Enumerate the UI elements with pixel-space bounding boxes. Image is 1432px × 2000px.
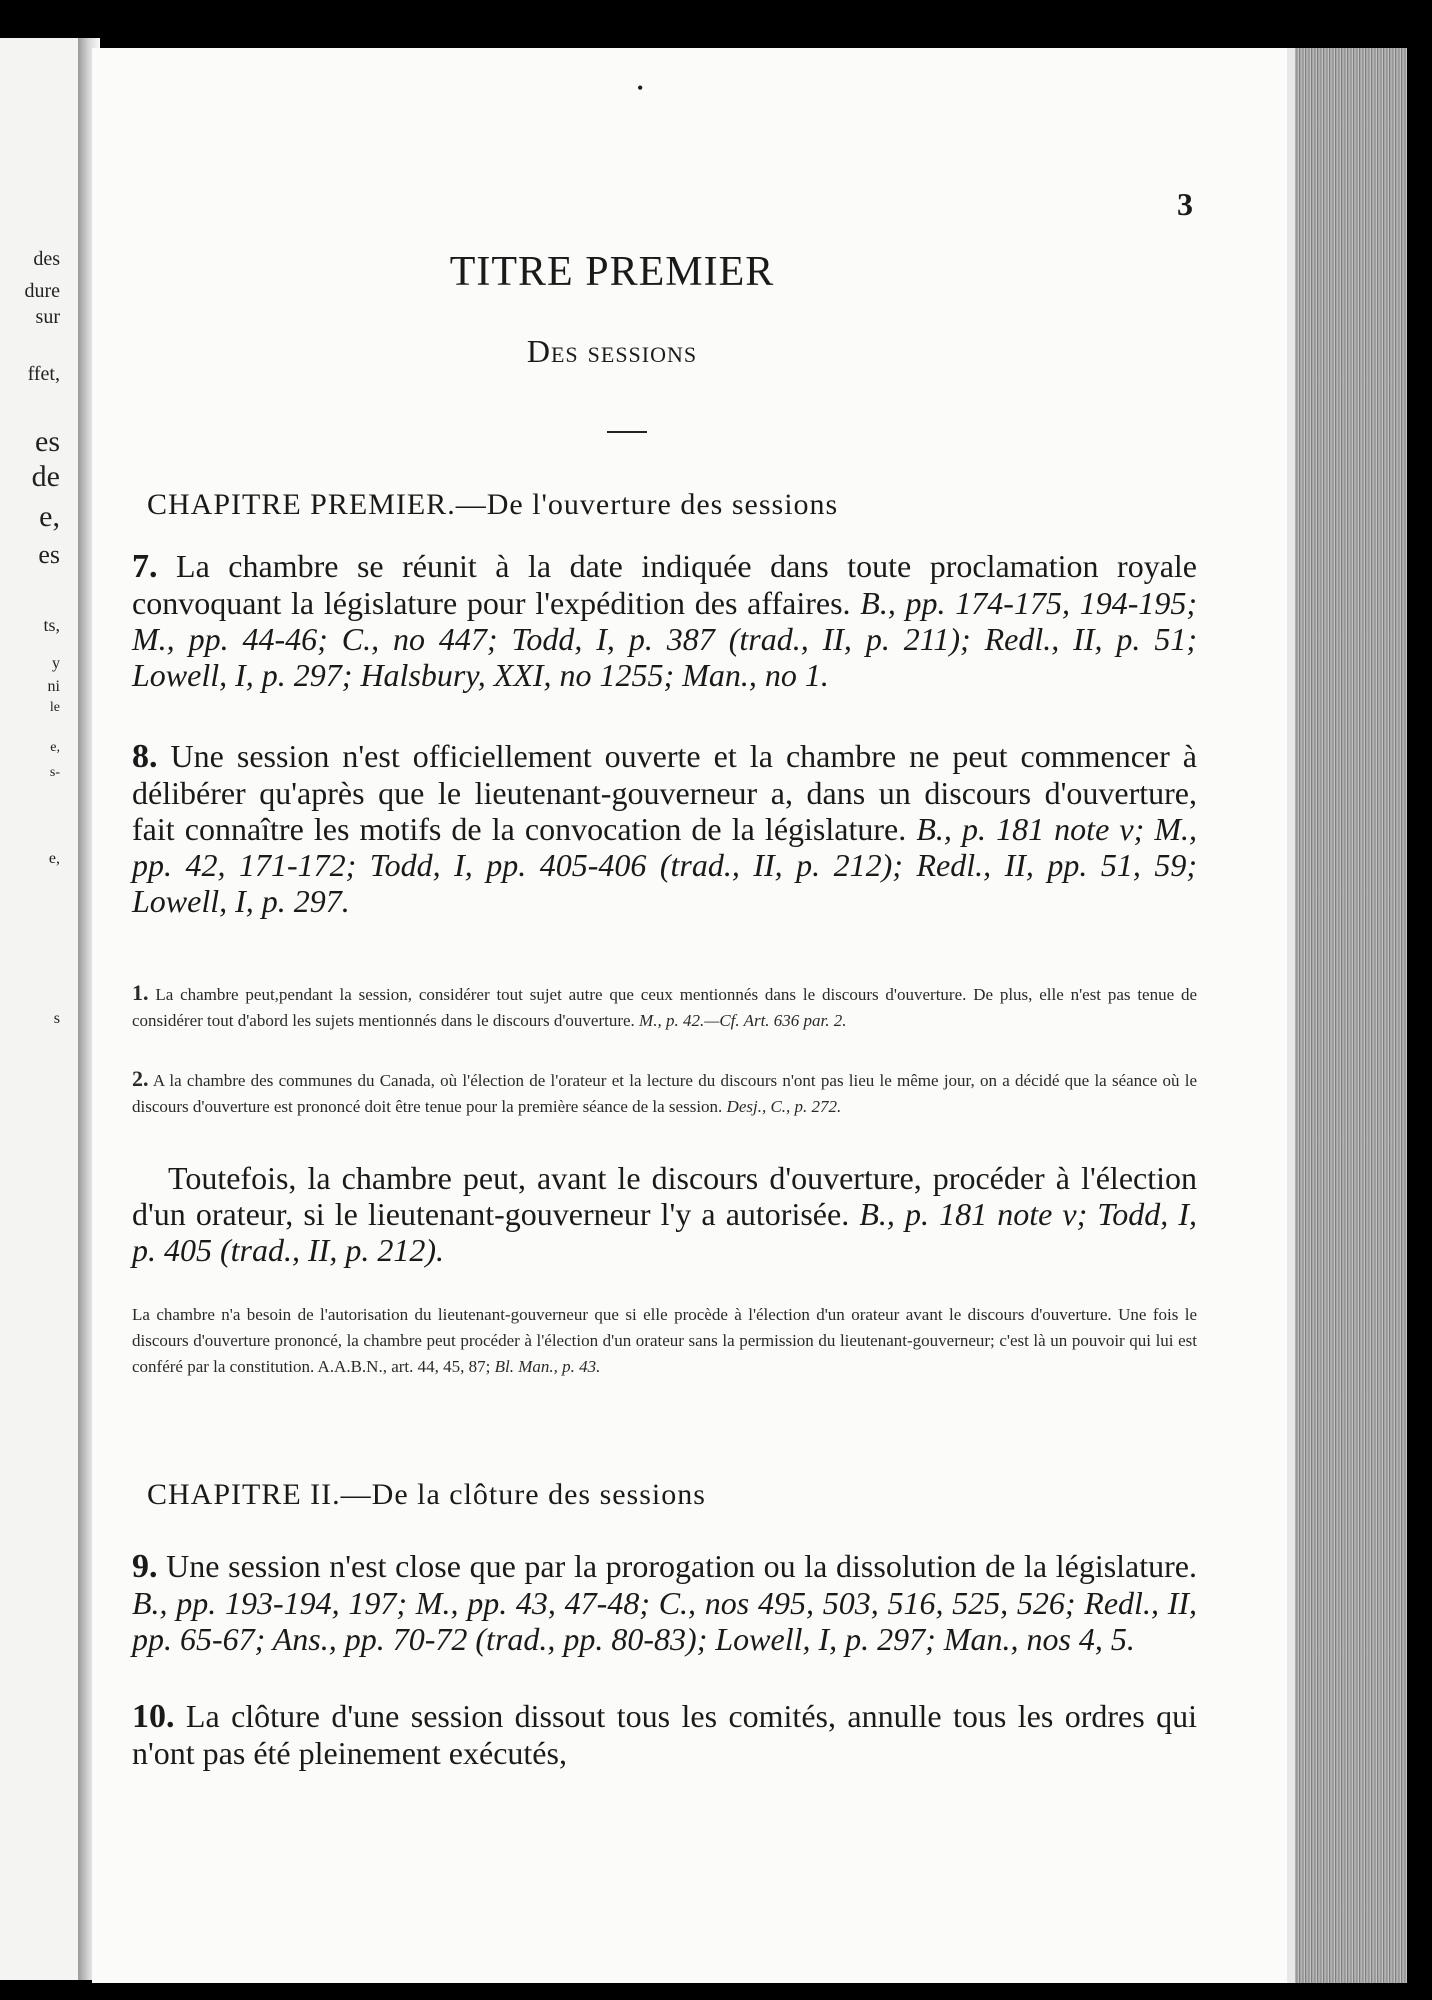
- paragraph-9: [132, 1548, 1197, 1657]
- left-page-fragment: e,: [50, 740, 60, 755]
- paragraph-text: La clôture d'une session dissout tous les comités, annulle tous les ordres qui n'ont pas été pleinement exécutés,: [132, 1698, 1198, 1771]
- citation: B., pp. 174-175, 194-195; M., pp. 44-46; C., no 447; Todd, I, p. 387 (trad., II, p. 211); Redl., II, p. 51; Lowell, I, p. 297; Halsbury, XXI, no 1255; Man., no 1.: [132, 585, 1198, 693]
- paragraph-text: Toutefois, la chambre peut, avant le discours d'ouverture, procéder à l'élection d'un orateur, si le lieutenant-gouverneur l'y a autorisée.: [132, 1160, 1197, 1232]
- left-page-fragment: ffet,: [27, 363, 60, 385]
- left-page-fragment: sur: [35, 306, 60, 328]
- page-number: 3: [1177, 186, 1193, 222]
- left-page-fragment: e,: [39, 500, 60, 533]
- note-text: La chambre peut,pendant la session, considérer tout sujet autre que ceux mentionnés dans le discours d'ouverture. De plus, elle n'est pas tenue de considérer tout d'abord les sujets mentionnés dans le discours d'ouverture.: [132, 985, 1198, 1030]
- note-1: [132, 980, 1197, 1034]
- citation: B., p. 181 note v; Todd, I, p. 405 (trad., II, p. 212).: [132, 1196, 1198, 1268]
- left-page-fragment: s-: [49, 765, 60, 780]
- divider: [607, 431, 647, 433]
- citation: Bl. Man., p. 43.: [494, 1357, 601, 1376]
- note-number: 1.: [132, 980, 149, 1005]
- paragraph-number: 7.: [132, 548, 158, 585]
- citation: B., p. 181 note v; M., pp. 42, 171-172; Todd, I, pp. 405-406 (trad., II, p. 212); Redl., II, pp. 51, 59; Lowell, I, p. 297.: [132, 811, 1198, 919]
- paragraph-7: [132, 548, 1197, 693]
- page-mark: •: [637, 78, 644, 98]
- left-page-fragment: s: [53, 1010, 60, 1027]
- paragraph-number: 10.: [132, 1698, 175, 1735]
- note-3: [132, 1302, 1197, 1380]
- left-page-fragment: dure: [24, 280, 60, 302]
- paragraph-10: [132, 1698, 1197, 1771]
- left-page-fragment: ni: [47, 678, 60, 695]
- citation: M., p. 42.—Cf. Art. 636 par. 2.: [639, 1011, 847, 1030]
- page-edges: [1287, 48, 1407, 1983]
- title: TITRE PREMIER: [449, 249, 775, 295]
- left-page-fragment: des: [33, 248, 60, 270]
- note-2: [132, 1066, 1197, 1120]
- left-page-fragment: de: [31, 460, 60, 493]
- chapter-1-heading: CHAPITRE PREMIER.—De l'ouverture des sessions: [147, 488, 839, 521]
- left-page-fragment: y: [52, 655, 60, 672]
- citation: Desj., C., p. 272.: [726, 1097, 842, 1116]
- chapter-2-heading: CHAPITRE II.—De la clôture des sessions: [147, 1478, 706, 1511]
- note-number: 2.: [132, 1066, 149, 1091]
- subtitle: Des sessions: [526, 333, 698, 369]
- citation: B., pp. 193-194, 197; M., pp. 43, 47-48; C., nos 495, 503, 516, 525, 526; Redl., II, pp. 65-67; Ans., pp. 70-72 (trad., pp. 80-83); Lowell, I, p. 297; Man., nos 4, 5.: [132, 1585, 1197, 1657]
- note-text: A la chambre des communes du Canada, où l'élection de l'orateur et la lecture du discours n'ont pas lieu le même jour, on a décidé que la séance où le discours d'ouverture est prononcé doit être tenue pour la première séance de la session.: [132, 1071, 1198, 1116]
- left-page-fragment: es: [35, 425, 60, 458]
- paragraph-8: [132, 738, 1197, 919]
- left-page-fragment: ts,: [43, 615, 60, 635]
- book-page: [92, 48, 1287, 1983]
- paragraph-text: Une session n'est close que par la prorogation ou la dissolution de la législature.: [166, 1548, 1198, 1584]
- paragraph-text: Une session n'est officiellement ouverte et la chambre ne peut commencer à délibérer qu'après que le lieutenant-gouverneur a, dans un discours d'ouverture, fait connaître les motifs de la convocation de la législature.: [132, 738, 1198, 847]
- note-text: La chambre n'a besoin de l'autorisation du lieutenant-gouverneur que si elle procède à l'élection d'un orateur avant le discours d'ouverture. Une fois le discours d'ouverture prononcé, la chambre peut procéder à l'élection d'un orateur sans la permission du lieutenant-gouverneur; c'est là un pouvoir qui lui est conféré par la constitution. A.A.B.N., art. 44, 45, 87;: [132, 1305, 1197, 1376]
- left-page-fragment: le: [49, 700, 60, 715]
- paragraph-text: La chambre se réunit à la date indiquée dans toute proclamation royale convoquant la législature pour l'expédition des affaires.: [132, 548, 1198, 621]
- left-page-fragment: es: [38, 540, 60, 569]
- left-page-fragment: e,: [48, 850, 60, 867]
- paragraph-8-continued: [132, 1160, 1197, 1268]
- paragraph-number: 9.: [132, 1548, 158, 1585]
- paragraph-number: 8.: [132, 738, 158, 775]
